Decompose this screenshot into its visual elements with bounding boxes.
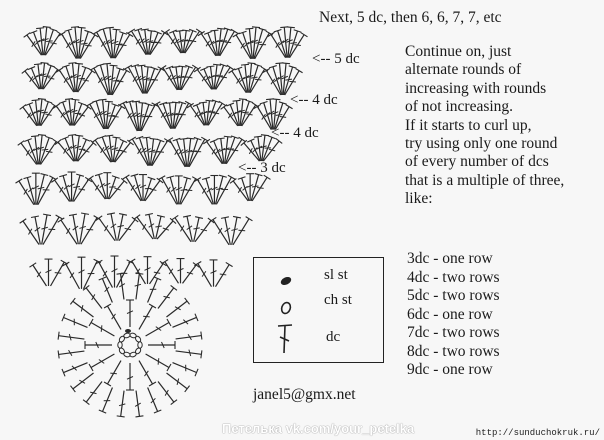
dc-stitch-top bbox=[134, 215, 140, 220]
dc-stitch-cross bbox=[157, 152, 164, 153]
dc-stitch bbox=[266, 71, 280, 95]
author-email: janel5@gmx.net bbox=[253, 386, 356, 403]
dc-stitch bbox=[21, 143, 37, 164]
dc-stitch-cross bbox=[242, 112, 249, 113]
dc-stitch-cross bbox=[73, 187, 80, 188]
dc-stitch bbox=[141, 105, 155, 131]
dc-stitch-top bbox=[161, 260, 168, 264]
dc-stitch bbox=[146, 354, 169, 368]
dc-stitch bbox=[91, 323, 114, 337]
note-line: alternate rounds of bbox=[405, 61, 522, 79]
dc-stitch-top bbox=[86, 102, 93, 106]
dc-stitch bbox=[73, 373, 94, 389]
dc-stitch bbox=[94, 68, 108, 95]
dc-stitch-cross bbox=[46, 151, 53, 152]
dc-stitch-top bbox=[58, 332, 59, 340]
row-count-item: 9dc - one row bbox=[407, 361, 493, 378]
dc-stitch-top bbox=[104, 382, 111, 386]
row-count-item: 7dc - two rows bbox=[407, 324, 500, 341]
dc-stitch-cross bbox=[101, 325, 102, 332]
note-line: of every number of dcs bbox=[405, 153, 549, 171]
dc-stitch bbox=[257, 107, 271, 130]
dc-stitch-cross bbox=[238, 230, 245, 231]
dc-stitch bbox=[147, 69, 161, 94]
dc-stitch bbox=[102, 279, 112, 303]
note-line: that is a multiple of three, bbox=[405, 171, 565, 189]
dc-stitch bbox=[117, 262, 131, 288]
dc-stitch bbox=[146, 323, 169, 337]
round-label-3dc: <-- 3 dc bbox=[238, 160, 286, 176]
dc-stitch-cross bbox=[190, 40, 196, 41]
round-label-4dc-a: <-- 4 dc bbox=[290, 92, 338, 108]
dc-stitch-top bbox=[224, 136, 232, 137]
dc-stitch-cross bbox=[85, 45, 92, 46]
dc-stitch bbox=[131, 31, 146, 55]
dc-stitch-top bbox=[34, 64, 42, 65]
chain-stitch bbox=[118, 342, 122, 348]
dc-stitch bbox=[189, 139, 205, 167]
dc-stitch-top bbox=[81, 213, 89, 214]
dc-stitch bbox=[183, 265, 197, 283]
dc-stitch-cross bbox=[294, 45, 301, 46]
row-count-item: 4dc - two rows bbox=[407, 268, 500, 286]
dc-stitch-top bbox=[137, 65, 145, 66]
dc-stitch-top bbox=[31, 136, 39, 137]
dc-stitch-top bbox=[43, 214, 51, 215]
dc-stitch bbox=[33, 265, 47, 286]
dc-stitch bbox=[108, 306, 122, 329]
note-line: If it starts to curl up, bbox=[405, 116, 532, 134]
dc-stitch bbox=[23, 107, 37, 126]
dc-stitch-top bbox=[248, 63, 256, 64]
dc-stitch-top bbox=[272, 99, 280, 100]
dc-stitch-top bbox=[38, 135, 46, 136]
dc-stitch bbox=[25, 71, 39, 89]
dc-stitch-cross bbox=[46, 41, 53, 42]
dc-stitch-top bbox=[207, 66, 215, 67]
dc-stitch-cross bbox=[50, 43, 56, 44]
dc-stitch-top bbox=[194, 262, 201, 266]
row-count-list bbox=[407, 250, 500, 380]
dc-stitch-top bbox=[252, 27, 260, 28]
dc-stitch-top bbox=[211, 30, 219, 31]
dc-stitch-top bbox=[171, 400, 177, 405]
dc-stitch-top bbox=[16, 179, 23, 183]
round-label-4dc-b: <-- 4 dc bbox=[271, 125, 319, 141]
dc-stitch-top bbox=[75, 63, 83, 64]
dc-stitch-top bbox=[78, 27, 86, 28]
dc-stitch-top bbox=[113, 29, 121, 30]
dc-stitch-top bbox=[119, 214, 127, 216]
dc-stitch-top bbox=[233, 100, 241, 101]
dc-stitch-top bbox=[103, 63, 111, 64]
dc-stitch-top bbox=[105, 101, 113, 102]
dc-stitch-top bbox=[227, 65, 234, 69]
dc-stitch bbox=[27, 35, 42, 55]
note-line: Continue on, just bbox=[405, 43, 512, 60]
dc-stitch-top bbox=[185, 386, 190, 392]
dc-stitch bbox=[99, 262, 113, 287]
double-crochet-symbol-icon bbox=[274, 322, 298, 356]
dc-stitch-cross bbox=[255, 79, 262, 80]
dc-stitch-cross bbox=[280, 117, 287, 118]
note-line: try using only one round bbox=[405, 135, 558, 153]
dc-stitch-top bbox=[296, 69, 303, 73]
dc-stitch bbox=[91, 354, 114, 368]
dc-stitch bbox=[78, 143, 94, 161]
dc-stitch-cross bbox=[117, 225, 123, 226]
row-count-item: 5dc - two rows bbox=[407, 287, 500, 304]
dc-stitch-top bbox=[92, 138, 99, 143]
dc-stitch-cross bbox=[143, 316, 150, 317]
dc-stitch-cross bbox=[221, 41, 228, 42]
dc-stitch-top bbox=[149, 382, 156, 386]
dc-stitch bbox=[198, 264, 212, 287]
dc-stitch-cross bbox=[285, 79, 292, 80]
dc-stitch bbox=[172, 317, 196, 327]
dc-stitch-cross bbox=[45, 114, 51, 115]
dc-stitch-top bbox=[83, 400, 89, 405]
slip-stitch-symbol-icon bbox=[276, 274, 296, 288]
dc-stitch-top bbox=[22, 69, 28, 74]
dc-stitch-top bbox=[171, 285, 177, 290]
chain-stitch-symbol-icon bbox=[276, 300, 296, 316]
instructions-notes bbox=[405, 43, 564, 209]
dc-stitch-cross bbox=[253, 147, 258, 152]
dc-stitch bbox=[90, 104, 104, 129]
dc-stitch bbox=[78, 71, 92, 92]
dc-stitch-top bbox=[226, 262, 233, 266]
dc-stitch bbox=[136, 391, 139, 417]
dc-stitch-top bbox=[201, 332, 202, 340]
dc-stitch bbox=[207, 142, 223, 164]
dc-stitch-top bbox=[254, 136, 262, 137]
dc-stitch bbox=[103, 388, 113, 412]
dc-stitch bbox=[64, 363, 88, 373]
dc-stitch-top bbox=[172, 215, 179, 219]
dc-stitch bbox=[158, 288, 174, 309]
dc-stitch-top bbox=[147, 30, 155, 31]
dc-stitch-cross bbox=[290, 43, 297, 44]
note-line: like: bbox=[405, 190, 433, 208]
dc-stitch-cross bbox=[155, 42, 161, 43]
dc-stitch bbox=[175, 103, 189, 128]
dc-stitch-cross bbox=[246, 114, 252, 115]
dc-stitch-cross bbox=[151, 80, 158, 81]
dc-stitch bbox=[242, 105, 256, 126]
dc-stitch-top bbox=[261, 135, 269, 136]
dc-stitch-cross bbox=[227, 149, 234, 150]
dc-stitch-cross bbox=[120, 45, 127, 46]
dc-stitch-top bbox=[69, 214, 77, 215]
dc-stitch bbox=[271, 35, 286, 58]
dc-stitch bbox=[84, 261, 98, 289]
dc-stitch-cross bbox=[183, 320, 188, 325]
dc-stitch-top bbox=[241, 64, 249, 65]
dc-stitch bbox=[43, 70, 57, 90]
dc-stitch bbox=[139, 361, 153, 384]
dc-stitch bbox=[86, 288, 102, 309]
dc-stitch-top bbox=[239, 99, 247, 100]
dc-stitch bbox=[224, 107, 238, 126]
dc-stitch-top bbox=[229, 69, 236, 73]
dc-stitch bbox=[165, 262, 179, 284]
dc-stitch-top bbox=[282, 63, 290, 64]
dc-stitch-top bbox=[90, 66, 97, 70]
note-line: of not increasing. bbox=[405, 98, 514, 116]
dc-stitch-top bbox=[246, 217, 253, 221]
legend-box bbox=[253, 257, 384, 363]
dc-stitch bbox=[115, 35, 130, 59]
dc-stitch bbox=[62, 34, 77, 58]
dc-stitch bbox=[74, 107, 88, 126]
dc-stitch bbox=[139, 306, 153, 329]
dc-stitch bbox=[216, 67, 230, 89]
dc-stitch-cross bbox=[105, 287, 110, 292]
legend-dc-label: dc bbox=[326, 329, 341, 345]
row-count-item: 6dc - one row bbox=[407, 305, 493, 323]
dc-stitch-top bbox=[301, 33, 308, 37]
dc-stitch-top bbox=[180, 138, 188, 139]
dc-stitch-cross bbox=[72, 366, 77, 371]
dc-stitch-top bbox=[287, 27, 295, 28]
dc-stitch bbox=[97, 32, 112, 58]
dc-stitch-top bbox=[89, 319, 93, 326]
dc-stitch-top bbox=[167, 364, 171, 371]
dc-stitch-cross bbox=[155, 226, 161, 227]
dc-stitch-cross bbox=[257, 188, 264, 189]
dc-stitch bbox=[58, 142, 74, 161]
dc-stitch-cross bbox=[251, 77, 258, 78]
dc-stitch-top bbox=[129, 137, 136, 141]
dc-stitch-top bbox=[166, 138, 173, 142]
dc-stitch bbox=[80, 35, 95, 59]
legend-sl-st-label: sl st bbox=[324, 267, 348, 283]
dc-stitch-cross bbox=[154, 272, 160, 273]
dc-stitch-top bbox=[167, 319, 171, 326]
dc-stitch-top bbox=[105, 135, 113, 136]
dc-stitch-top bbox=[187, 138, 195, 139]
dc-stitch-top bbox=[231, 29, 238, 33]
dc-stitch bbox=[176, 351, 202, 354]
dc-stitch bbox=[181, 67, 195, 90]
dc-stitch bbox=[112, 71, 126, 95]
dc-stitch bbox=[115, 143, 131, 163]
dc-stitch-top bbox=[199, 102, 207, 103]
dc-stitch-cross bbox=[82, 80, 88, 81]
dc-stitch bbox=[108, 361, 122, 384]
dc-stitch-top bbox=[201, 350, 202, 358]
dc-stitch bbox=[136, 274, 139, 300]
dc-stitch-cross bbox=[289, 81, 296, 82]
dc-stitch-top bbox=[239, 137, 246, 141]
legend-ch-st-label: ch st bbox=[324, 292, 352, 308]
dc-stitch-top bbox=[93, 30, 100, 34]
dc-stitch bbox=[51, 262, 65, 286]
dc-stitch bbox=[208, 103, 222, 125]
dc-stitch bbox=[250, 69, 264, 93]
row-count-item: 8dc - two rows bbox=[407, 342, 500, 360]
dc-stitch-top bbox=[141, 29, 149, 30]
dc-stitch-top bbox=[58, 350, 59, 358]
dc-stitch-top bbox=[99, 99, 107, 100]
dc-stitch bbox=[59, 351, 85, 354]
dc-stitch bbox=[152, 141, 168, 166]
dc-stitch bbox=[173, 363, 197, 373]
chain-stitch bbox=[138, 342, 142, 348]
dc-stitch bbox=[220, 31, 235, 55]
site-url: http://sunduchokruk.ru/ bbox=[475, 428, 600, 438]
dc-stitch-cross bbox=[81, 43, 88, 44]
dc-stitch-top bbox=[158, 176, 165, 180]
dc-stitch-top bbox=[142, 137, 150, 138]
dc-stitch-top bbox=[110, 65, 118, 66]
dc-stitch bbox=[290, 35, 305, 58]
dc-stitch bbox=[45, 34, 60, 56]
dc-stitch bbox=[197, 70, 211, 90]
dc-stitch bbox=[167, 373, 188, 389]
dc-stitch bbox=[201, 34, 216, 56]
dc-stitch-top bbox=[20, 105, 26, 110]
dc-stitch-top bbox=[245, 28, 253, 29]
dc-stitch bbox=[128, 67, 142, 93]
dc-stitch bbox=[59, 336, 85, 339]
dc-stitch-top bbox=[132, 101, 140, 102]
dc-stitch bbox=[236, 35, 251, 59]
dc-stitch-top bbox=[36, 28, 44, 29]
dc-stitch-top bbox=[70, 298, 75, 304]
dc-stitch bbox=[123, 103, 137, 131]
dc-stitch-top bbox=[233, 216, 241, 218]
dc-stitch-cross bbox=[151, 398, 156, 403]
row-count-item: 3dc - one row bbox=[407, 250, 493, 267]
dc-stitch bbox=[66, 264, 80, 289]
dc-stitch bbox=[63, 318, 87, 328]
dc-stitch-top bbox=[107, 213, 115, 215]
dc-stitch-cross bbox=[220, 77, 226, 78]
dc-stitch-top bbox=[70, 386, 75, 392]
dc-stitch-cross bbox=[79, 189, 85, 190]
dc-stitch-cross bbox=[110, 373, 117, 374]
dc-stitch-top bbox=[123, 175, 130, 179]
dc-stitch bbox=[190, 106, 204, 126]
dc-stitch-top bbox=[150, 138, 158, 139]
dc-stitch-top bbox=[149, 304, 156, 308]
dc-stitch-top bbox=[104, 304, 111, 308]
dc-stitch-cross bbox=[112, 116, 118, 117]
dc-stitch-cross bbox=[193, 228, 199, 229]
dc-stitch-cross bbox=[213, 113, 219, 114]
dc-stitch-top bbox=[20, 219, 27, 224]
round-label-5dc: <-- 5 dc bbox=[312, 51, 360, 67]
dc-stitch-top bbox=[89, 364, 93, 371]
dc-stitch-top bbox=[106, 27, 114, 28]
dc-stitch-top bbox=[31, 216, 39, 218]
dc-stitch-top bbox=[29, 263, 36, 267]
dc-stitch bbox=[86, 382, 102, 403]
dc-stitch bbox=[150, 33, 165, 55]
slip-stitch bbox=[125, 329, 131, 333]
dc-stitch bbox=[158, 381, 174, 402]
dc-stitch-cross bbox=[186, 77, 193, 78]
dc-stitch bbox=[166, 301, 187, 317]
dc-stitch bbox=[263, 141, 279, 161]
dc-stitch-top bbox=[135, 416, 143, 417]
dc-stitch-cross bbox=[232, 150, 239, 151]
dc-stitch bbox=[255, 33, 270, 59]
dc-stitch bbox=[232, 71, 246, 93]
dc-stitch-cross bbox=[220, 274, 226, 275]
dc-stitch bbox=[216, 265, 230, 287]
dc-stitch-top bbox=[68, 135, 76, 136]
dc-stitch bbox=[244, 143, 260, 161]
dc-stitch-top bbox=[24, 33, 30, 38]
dc-stitch-cross bbox=[42, 149, 49, 150]
dc-stitch-cross bbox=[158, 358, 159, 365]
dc-stitch-cross bbox=[55, 273, 62, 274]
dc-stitch-top bbox=[219, 101, 226, 105]
header-next-instructions: Next, 5 dc, then 6, 6, 7, 7, etc bbox=[319, 9, 502, 26]
dc-stitch-top bbox=[32, 100, 40, 101]
dc-stitch bbox=[185, 31, 200, 53]
watermark-text: Петелька vk.com/your_petelka bbox=[222, 421, 415, 436]
dc-stitch-top bbox=[18, 141, 24, 146]
dc-stitch bbox=[121, 391, 124, 417]
dc-stitch-top bbox=[117, 416, 125, 417]
dc-stitch bbox=[176, 336, 202, 339]
note-line: increasing with rounds bbox=[405, 79, 547, 97]
dc-stitch-top bbox=[125, 65, 132, 69]
dc-stitch-cross bbox=[255, 42, 262, 43]
dc-stitch bbox=[148, 387, 158, 411]
dc-stitch-top bbox=[217, 138, 225, 139]
dc-stitch-top bbox=[56, 215, 63, 219]
dc-stitch-top bbox=[112, 137, 120, 138]
dc-stitch-top bbox=[87, 176, 93, 181]
dc-stitch bbox=[148, 278, 158, 302]
dc-stitch bbox=[108, 107, 122, 129]
dc-stitch-cross bbox=[276, 115, 283, 116]
dc-stitch-top bbox=[75, 135, 83, 136]
dc-stitch-cross bbox=[225, 42, 232, 43]
dc-stitch-top bbox=[128, 29, 135, 33]
dc-stitch-top bbox=[221, 217, 229, 219]
dc-stitch bbox=[59, 70, 73, 92]
dc-stitch bbox=[132, 139, 148, 166]
dc-stitch-cross bbox=[252, 186, 259, 187]
dc-stitch-top bbox=[71, 99, 79, 100]
dc-stitch-top bbox=[185, 298, 190, 304]
dc-stitch bbox=[41, 142, 57, 165]
dc-stitch-cross bbox=[117, 81, 124, 82]
dc-stitch bbox=[95, 140, 111, 162]
dc-stitch-top bbox=[228, 175, 235, 179]
dc-stitch bbox=[73, 301, 94, 317]
